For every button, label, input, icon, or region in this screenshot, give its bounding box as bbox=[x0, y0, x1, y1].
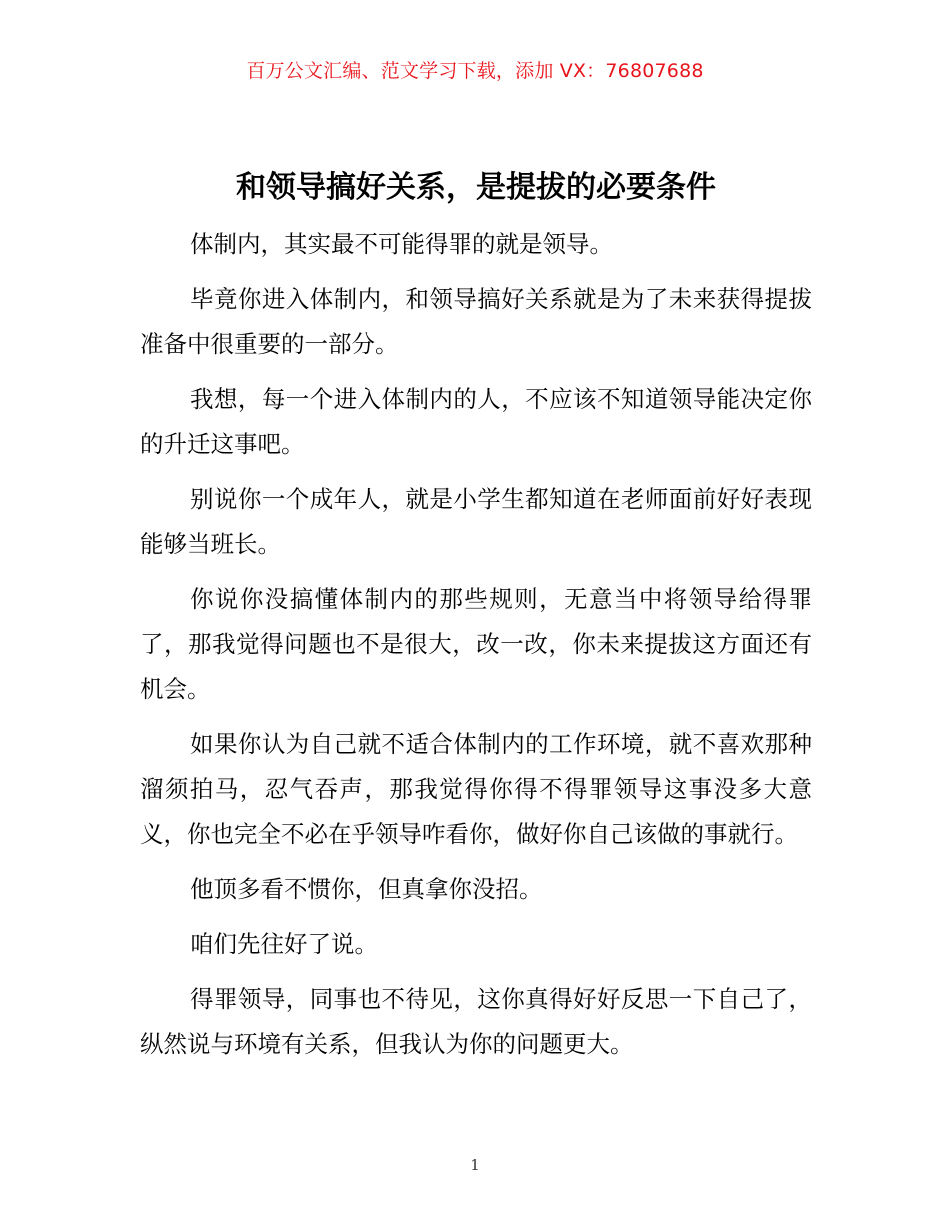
header-promo-note: 百万公文汇编、范文学习下载，添加 VX：76807688 bbox=[246, 60, 704, 82]
paragraph-8: 咱们先往好了说。 bbox=[190, 930, 378, 958]
paragraph-2: 毕竟你进入体制内，和领导搞好关系就是为了未来获得提拔准备中很重要的一部分。 bbox=[140, 285, 812, 358]
paragraph-3: 我想，每一个进入体制内的人，不应该不知道领导能决定你的升迁这事吧。 bbox=[140, 385, 812, 458]
document-body bbox=[140, 222, 812, 1077]
paragraph-6: 如果你认为自己就不适合体制内的工作环境，就不喜欢那种溜须拍马，忍气吞声，那我觉得你得不得罪领导这事没多大意义，你也完全不必在乎领导咋看你，做好你自己该做的事就行。 bbox=[140, 730, 812, 848]
page-number: 1 bbox=[470, 1156, 480, 1174]
paragraph-1: 体制内，其实最不可能得罪的就是领导。 bbox=[190, 230, 613, 258]
paragraph-7: 他顶多看不惯你，但真拿你没招。 bbox=[190, 875, 543, 903]
paragraph-5: 你说你没搞懂体制内的那些规则，无意当中将领导给得罪了，那我觉得问题也不是很大，改一改，你未来提拔这方面还有机会。 bbox=[140, 585, 812, 703]
paragraph-9: 得罪领导，同事也不待见，这你真得好好反思一下自己了，纵然说与环境有关系，但我认为你的问题更大。 bbox=[140, 985, 812, 1058]
paragraph-4: 别说你一个成年人，就是小学生都知道在老师面前好好表现能够当班长。 bbox=[140, 485, 812, 558]
document-title: 和领导搞好关系，是提拔的必要条件 bbox=[236, 170, 716, 205]
